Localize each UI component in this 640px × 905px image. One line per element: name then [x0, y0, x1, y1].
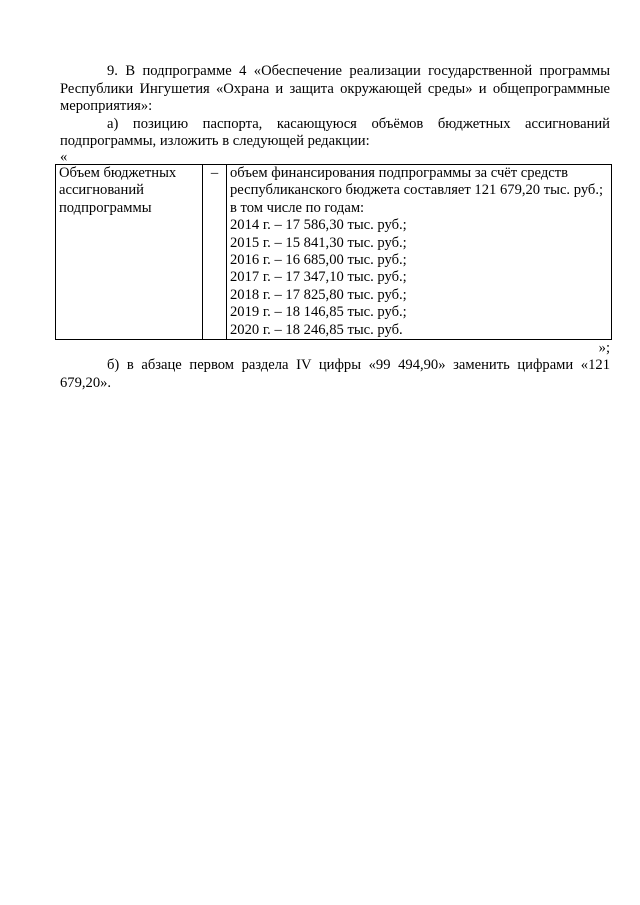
year-line: 2015 г. – 15 841,30 тыс. руб.; [230, 234, 407, 251]
item-b-paragraph: б) в абзаце первом раздела IV цифры «99 494,90» заменить цифрами «121 679,20». [60, 357, 610, 391]
year-line: 2017 г. – 17 347,10 тыс. руб.; [230, 269, 407, 286]
passport-table [55, 164, 612, 340]
year-line: 2019 г. – 18 146,85 тыс. руб.; [230, 304, 407, 321]
budget-label-cell: Объем бюджетных ассигнований подпрограммы [56, 164, 203, 339]
year-line: 2014 г. – 17 586,30 тыс. руб.; [230, 217, 407, 234]
year-line: 2018 г. – 17 825,80 тыс. руб.; [230, 286, 407, 303]
table-row [56, 164, 612, 339]
budget-value-cell [227, 164, 612, 339]
document-page [60, 63, 610, 392]
closing-quote: »; [598, 340, 610, 357]
financing-intro: объем финансирования подпрограммы за счёт средств республиканского бюджета составляет 121 679,20 тыс. руб.; [230, 164, 604, 199]
item-a-paragraph: а) позицию паспорта, касающуюся объёмов бюджетных ассигнований подпрограммы, изложить в следующей редакции: [60, 115, 610, 150]
by-years-heading: в том числе по годам: [230, 199, 365, 216]
opening-quote: « [60, 148, 68, 165]
item-9-paragraph: 9. В подпрограмме 4 «Обеспечение реализации государственной программы Республики Ингушетия «Охрана и защита окружающей среды» и общепрограммные мероприятия»: [60, 63, 610, 115]
year-line: 2016 г. – 16 685,00 тыс. руб.; [230, 252, 407, 268]
dash-cell: – [203, 164, 227, 339]
year-line: 2020 г. – 18 246,85 тыс. руб. [230, 321, 403, 338]
